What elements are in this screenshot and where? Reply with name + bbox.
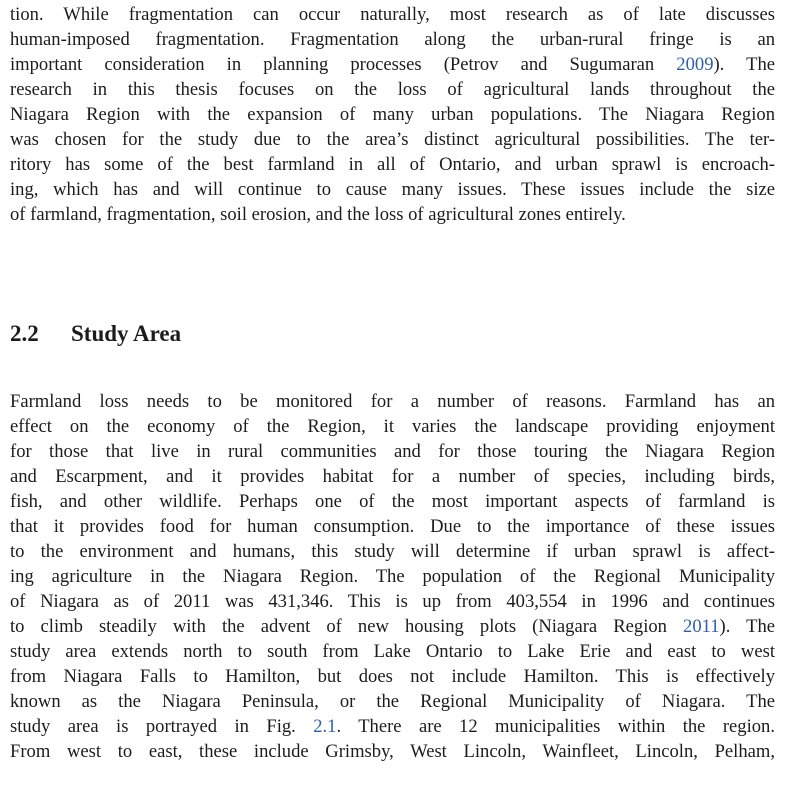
line-text-tail: ). The bbox=[713, 54, 775, 75]
line-text: that it provides food for human consumption. Due to the importance of these issues bbox=[10, 516, 775, 537]
text-line bbox=[10, 639, 775, 664]
line-text: study area extends north to south from Lake Ontario to Lake Erie and east to west bbox=[10, 641, 775, 662]
text-line bbox=[10, 539, 775, 564]
line-text: and Escarpment, and it provides habitat for a number of species, including birds, bbox=[10, 466, 775, 487]
text-line bbox=[10, 439, 775, 464]
text-line bbox=[10, 689, 775, 714]
line-text: from Niagara Falls to Hamilton, but does not include Hamilton. This is effectively bbox=[10, 666, 775, 687]
line-text: to climb steadily with the advent of new housing plots (Niagara Region bbox=[10, 616, 684, 637]
text-line bbox=[10, 564, 775, 589]
line-text: known as the Niagara Peninsula, or the Regional Municipality of Niagara. The bbox=[10, 691, 775, 712]
text-line bbox=[10, 514, 775, 539]
line-text: ritory has some of the best farmland in all of Ontario, and urban sprawl is encroach- bbox=[10, 154, 775, 175]
line-text: for those that live in rural communities and for those touring the Niagara Region bbox=[10, 441, 775, 462]
line-text: to the environment and humans, this study will determine if urban sprawl is affect- bbox=[10, 541, 775, 562]
text-line bbox=[10, 102, 775, 127]
line-text: tion. While fragmentation can occur naturally, most research as of late discusses bbox=[10, 4, 775, 25]
line-text: of Niagara as of 2011 was 431,346. This is up from 403,554 in 1996 and continues bbox=[10, 591, 775, 612]
line-text: study area is portrayed in Fig. bbox=[10, 716, 314, 737]
paragraph-fragmentation bbox=[10, 2, 775, 227]
line-text: From west to east, these include Grimsby, West Lincoln, Wainfleet, Lincoln, Pelham, bbox=[10, 741, 775, 762]
line-text: of farmland, fragmentation, soil erosion, and the loss of agricultural zones entirely. bbox=[10, 204, 626, 225]
text-line bbox=[10, 664, 775, 689]
text-line bbox=[10, 464, 775, 489]
section-title: Study Area bbox=[71, 321, 182, 346]
reference-link[interactable]: 2009 bbox=[676, 54, 714, 75]
line-text: important consideration in planning processes (Petrov and Sugumaran bbox=[10, 54, 677, 75]
line-text: fish, and other wildlife. Perhaps one of the most important aspects of farmland is bbox=[10, 491, 775, 512]
line-text: ing, which has and will continue to cause many issues. These issues include the size bbox=[10, 179, 775, 200]
line-text-tail: ). The bbox=[719, 616, 776, 637]
line-text: Farmland loss needs to be monitored for a number of reasons. Farmland has an bbox=[10, 391, 775, 412]
text-line bbox=[10, 127, 775, 152]
reference-link[interactable]: 2011 bbox=[683, 616, 720, 637]
line-text: ing agriculture in the Niagara Region. The population of the Regional Municipality bbox=[10, 566, 775, 587]
text-line bbox=[10, 739, 775, 764]
reference-link[interactable]: 2.1 bbox=[313, 716, 337, 737]
line-text: Niagara Region with the expansion of many urban populations. The Niagara Region bbox=[10, 104, 775, 125]
text-line bbox=[10, 202, 775, 227]
text-line bbox=[10, 152, 775, 177]
text-line bbox=[10, 489, 775, 514]
paragraph-study-area bbox=[10, 389, 775, 764]
section-heading bbox=[10, 318, 181, 350]
line-text: was chosen for the study due to the area’s distinct agricultural possibilities. The ter- bbox=[10, 129, 775, 150]
section-number: 2.2 bbox=[10, 321, 39, 346]
line-text: effect on the economy of the Region, it varies the landscape providing enjoyment bbox=[10, 416, 775, 437]
text-line bbox=[10, 414, 775, 439]
text-line bbox=[10, 77, 775, 102]
text-line bbox=[10, 2, 775, 27]
text-line bbox=[10, 27, 775, 52]
line-text: research in this thesis focuses on the loss of agricultural lands throughout the bbox=[10, 79, 775, 100]
line-text-tail: . There are 12 municipalities within the region. bbox=[336, 716, 775, 737]
text-line bbox=[10, 614, 775, 639]
text-line bbox=[10, 714, 775, 739]
text-line bbox=[10, 177, 775, 202]
text-line bbox=[10, 52, 775, 77]
text-line bbox=[10, 389, 775, 414]
line-text: human-imposed fragmentation. Fragmentation along the urban-rural fringe is an bbox=[10, 29, 775, 50]
text-line bbox=[10, 589, 775, 614]
